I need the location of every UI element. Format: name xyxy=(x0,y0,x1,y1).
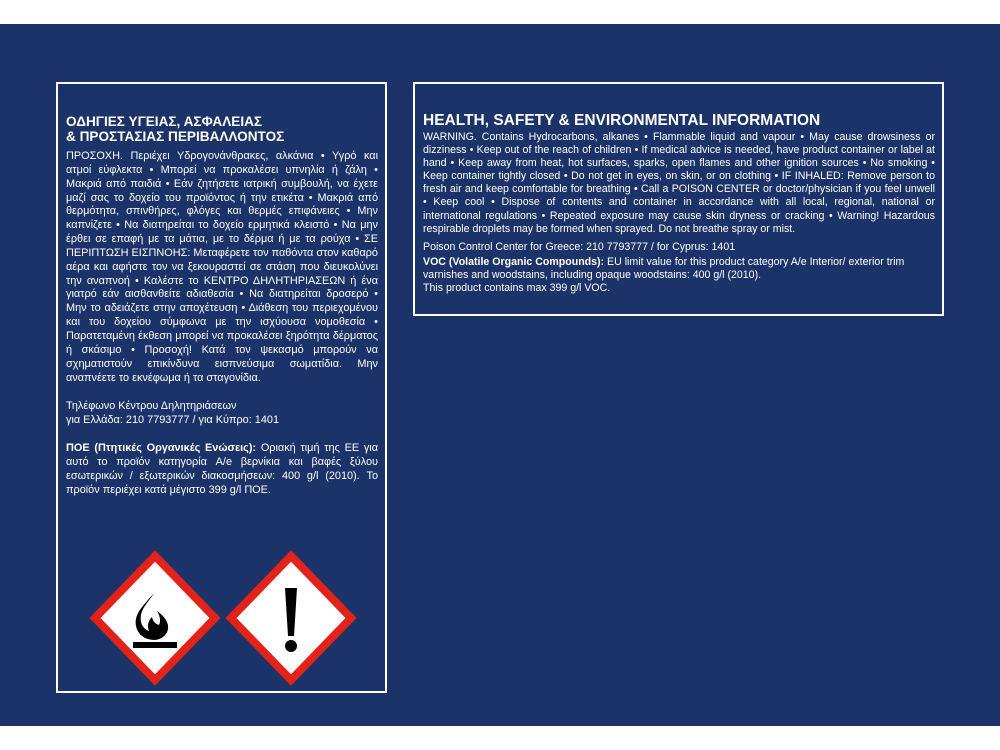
greek-voc-text: Οριακή τιμή της ΕΕ για αυτό το προϊόν κατηγορία A/e βερνίκια και βαφές ξύλου εσωτερικών / εξωτερικών διακοσμήσεων: 400 g/l (2010). Το προϊόν περιέχει κατά μέγιστο 399 g/l ΠΟΕ. xyxy=(66,442,378,496)
greek-title-line1: ΟΔΗΓΙΕΣ ΥΓΕΙΑΣ, ΑΣΦΑΛΕΙΑΣ xyxy=(66,114,263,129)
greek-poison-line1: Τηλέφωνο Κέντρου Δηλητηριάσεων xyxy=(66,400,237,413)
ghs-pictograms xyxy=(89,550,359,686)
greek-voc-info xyxy=(66,442,378,498)
greek-poison-center xyxy=(66,400,378,428)
english-voc-info xyxy=(423,256,935,282)
english-poison-center: Poison Control Center for Greece: 210 7793777 / for Cyprus: 1401 xyxy=(423,240,736,253)
english-safety-panel xyxy=(413,82,944,316)
english-safety-text: WARNING. Contains Hydrocarbons, alkanes • Flammable liquid and vapour • May cause drowsiness or dizziness • Keep out of the reach of children • If medical advice is needed, have product container or label at hand • Keep away from heat, hot surfaces, sparks, open flames and other ignition sources • No smoking • Keep container tightly closed • Do not get in eyes, on skin, or on clothing • IF INHALED: Remove person to fresh air and keep comfortable for breathing • Call a POISON CENTER or doctor/physician if you feel unwell • Keep cool • Dispose of contents and container in accordance with all local, regional, national or international regulations • Repeated exposure may cause skin dryness or cracking • Warning! Hazardous respirable droplets may be formed when sprayed. Do not breathe spray or mist. xyxy=(423,131,935,235)
flame-icon xyxy=(95,556,215,680)
greek-safety-text: ΠΡΟΣΟΧΗ. Περιέχει Υδρογονάνθρακες, αλκάνια • Υγρό και ατμοί εύφλεκτα • Μπορεί να προκαλέσει υπνηλία ή ζάλη • Μακριά από παιδιά • Εάν ζητήσετε ιατρική συμβουλή, να έχετε μαζί σας το δοχείο του προϊόντος ή την ετικέτα • Μακριά από θερμότητα, σπινθήρες, φλόγες και θερμές επιφάνειες • Μην καπνίζετε • Να διατηρείται το δοχείο ερμητικά κλειστό • Να μην έρθει σε επαφή με τα μάτια, με το δέρμα ή με τα ρούχα • ΣΕ ΠΕΡΙΠΤΩΣΗ ΕΙΣΠΝΟΗΣ: Μεταφέρετε τον παθόντα στον καθαρό αέρα και αφήστε τον να ξεκουραστεί σε στάση που διευκολύνει την αναπνοή • Καλέστε το ΚΕΝΤΡΟ ΔΗΛΗΤΗΡΙΑΣΕΩΝ ή ένα γιατρό εάν αισθανθείτε αδιαθεσία • Να διατηρείται δροσερό • Μην το αδειάζετε στην αποχέτευση • Διάθεση του περιεχομένου και του δοχείου σύμφωνα με την ισχύουσα νομοθεσία • Παρατεταμένη έκθεση μπορεί να προκαλέσει ξηρότητα δέρματος ή σκάσιμο • Προσοχή! Κατά τον ψεκασμό μπορούν να σχηματιστούν επικίνδυνα εισπνεύσιμα σωματίδια. Μην αναπνέετε το εκνέφωμα ή τα σταγονίδια. xyxy=(66,150,378,384)
exclamation-mark-icon xyxy=(231,556,351,680)
greek-title-line2: & ΠΡΟΣΤΑΣΙΑΣ ΠΕΡΙΒΑΛΛΟΝΤΟΣ xyxy=(66,129,285,144)
english-voc-label: VOC (Volatile Organic Compounds): xyxy=(423,255,605,268)
product-label xyxy=(0,24,1000,726)
greek-panel-title xyxy=(66,114,378,144)
english-panel-title: HEALTH, SAFETY & ENVIRONMENTAL INFORMATION xyxy=(423,112,821,129)
english-voc-max: This product contains max 399 g/l VOC. xyxy=(423,282,611,295)
greek-voc-label: ΠΟΕ (Πτητικές Οργανικές Ενώσεις): xyxy=(66,442,257,455)
english-voc-text: EU limit value for this product category A/e Interior/ exterior trim varnishes and woodstains, including opaque woodstains: 400 g/l (2010). xyxy=(423,255,905,281)
greek-poison-line2: για Ελλάδα: 210 7793777 / για Κύπρο: 1401 xyxy=(66,414,280,427)
greek-safety-panel xyxy=(56,82,387,693)
